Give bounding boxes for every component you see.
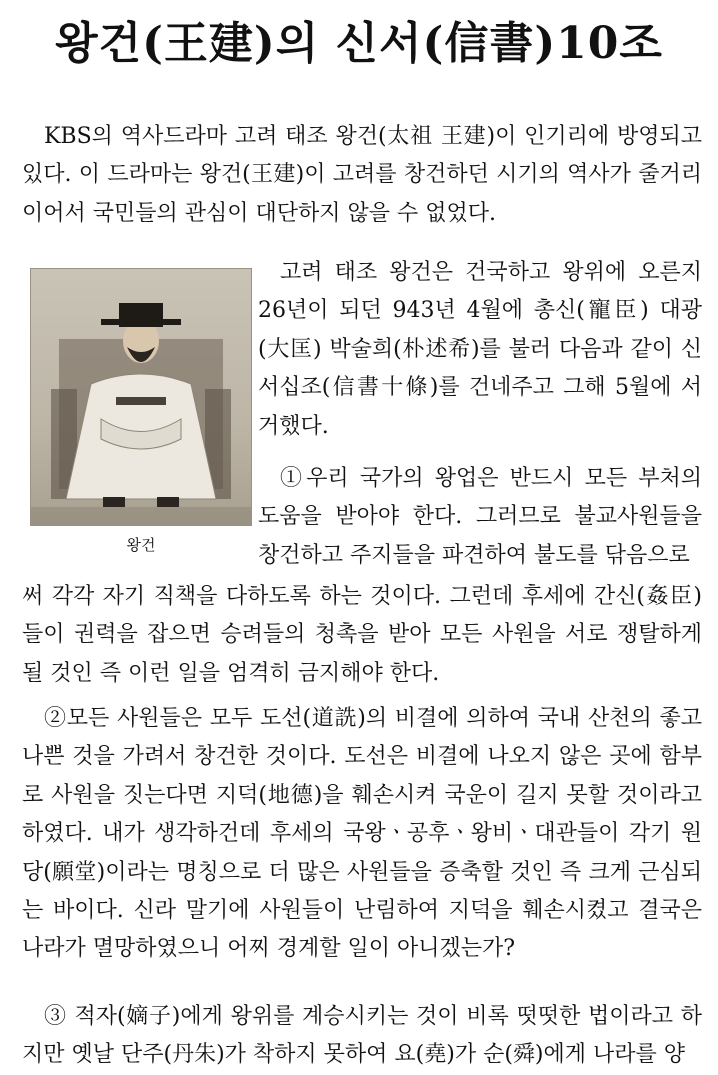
item-1-top: ①우리 국가의 왕업은 반드시 모든 부처의 도움을 받아야 한다. 그러므로 불교사원들을 창건하고 주지들을 파견하여 불도를 닦음으로 [258,466,702,568]
king-wanggeon-portrait [30,268,252,526]
portrait-illustration [31,269,251,525]
page-title: 왕건(王建)의 신서(信書)10조 [55,18,663,69]
paragraph-2: 고려 태조 왕건은 건국하고 왕위에 오른지 26년이 되던 943년 4월에 총신(寵臣) 대광(大匡) 박술희(朴述希)를 불러 다음과 같이 신서십조(信書十條)를 건네주고 그해 5월에 서거했다. [258,260,702,439]
item-1-bottom: 써 각각 자기 직책을 다하도록 하는 것이다. 그런데 후세에 간신(姦臣)들이 권력을 잡으면 승려들의 청촉을 받아 모든 사원을 서로 쟁탈하게 될 것인 즉 이런 일을 엄격히 금지해야 한다. [22,584,702,686]
portrait-figure [30,268,252,558]
portrait-caption: 왕건 [126,536,156,554]
item-2: ②모든 사원들은 모두 도선(道詵)의 비결에 의하여 국내 산천의 좋고 나쁜 것을 가려서 창건한 것이다. 도선은 비결에 나오지 않은 곳에 함부로 사원을 짓는다면 지덕(地德)을 훼손시켜 국운이 길지 못할 것이라고 하였다. 내가 생각하건데 후세의 국왕ㆍ공후ㆍ왕비ㆍ대관들이 각기 원당(願堂)이라는 명칭으로 더 많은 사원들을 증축할 것인 즉 크게 근심되는 바이다. 신라 말기에 사원들이 난림하여 지덕을 훼손시켰고 결국은 나라가 멸망하였으니 어찌 경계할 일이 아니겠는가? [22,706,702,962]
intro-paragraph: KBS의 역사드라마 고려 태조 왕건(太祖 王建)이 인기리에 방영되고 있다. 이 드라마는 왕건(王建)이 고려를 창건하던 시기의 역사가 줄거리이어서 국민들의 관심이 대단하지 않을 수 없었다. [22,124,702,226]
item-3: ③ 적자(嫡子)에게 왕위를 계승시키는 것이 비록 떳떳한 법이라고 하지만 옛날 단주(丹朱)가 착하지 못하여 요(堯)가 순(舜)에게 나라를 양 [22,1004,702,1068]
